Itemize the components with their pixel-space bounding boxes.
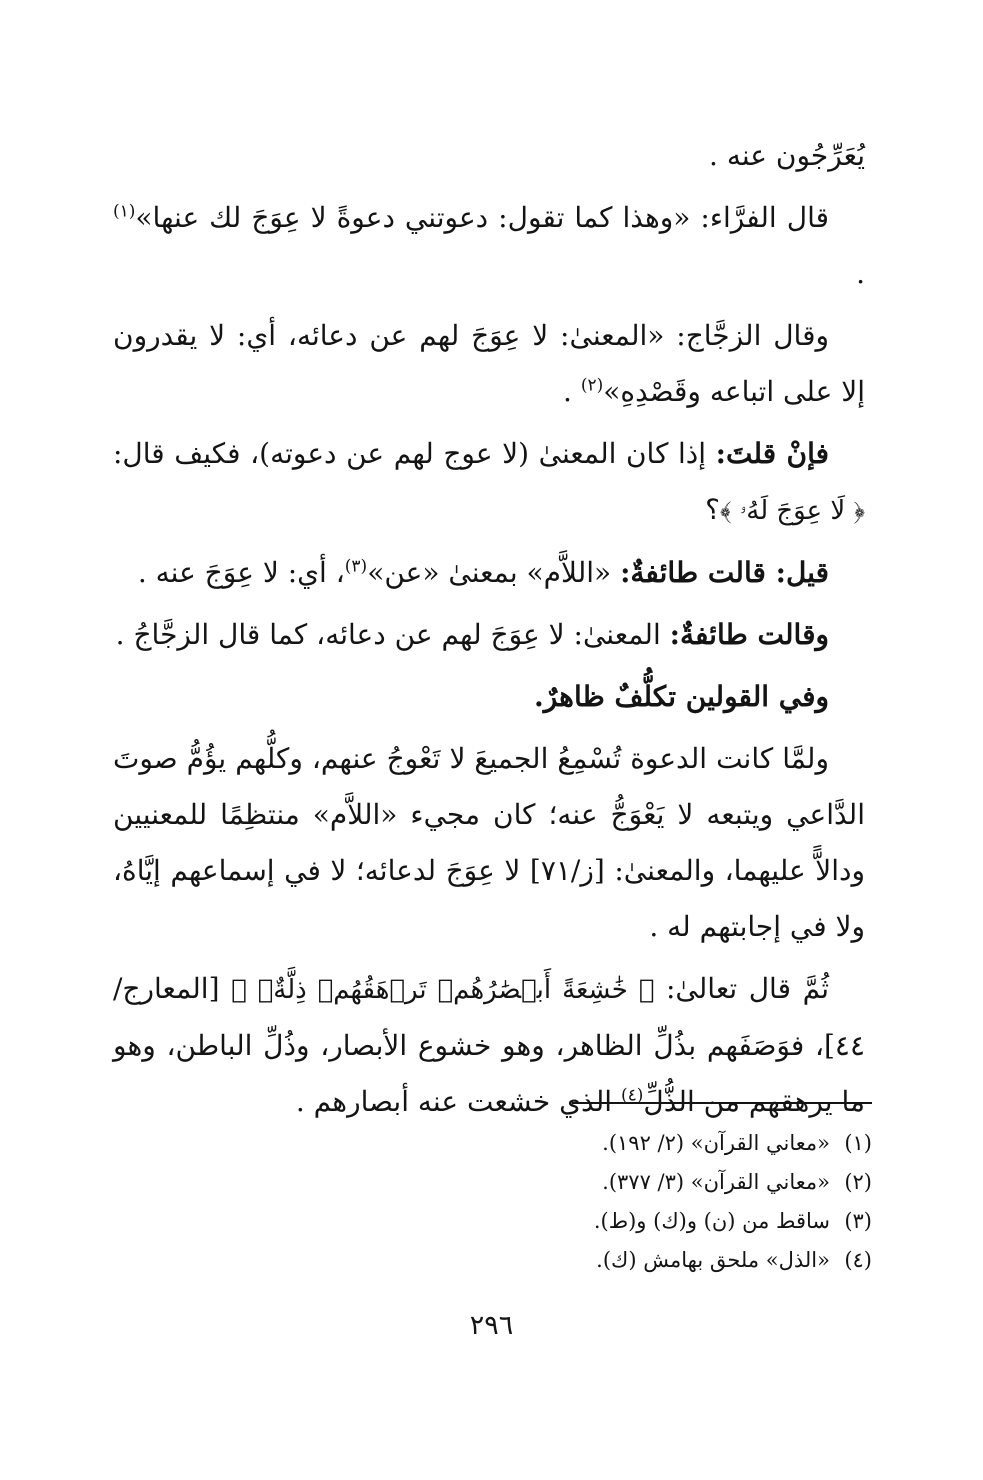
footnote-number: (١) <box>844 1131 872 1155</box>
quran-quote-2: ﴿ خَٰشِعَةً أَبۡصَٰرُهُمۡ تَرۡهَقُهُمۡ ذِلَّةٌۚ ﴾ <box>231 975 655 1005</box>
footnote-ref-2[interactable]: (٢) <box>580 375 604 396</box>
paragraph-question <box>113 426 865 539</box>
paragraph-farra <box>113 190 865 302</box>
footnote-ref-3[interactable]: (٣) <box>344 556 368 577</box>
paragraph-answer-1 <box>113 545 865 601</box>
zajjaj-end: . <box>563 375 581 408</box>
footnote-text: ساقط من (ن) و(ك) و(ط). <box>593 1209 830 1233</box>
paragraph-0-text: يُعَرِّجُون عنه . <box>709 139 865 172</box>
footnote-ref-4[interactable]: (٤) <box>620 1085 644 1106</box>
khashia-end: الذي خشعت عنه أبصارهم . <box>295 1085 621 1118</box>
page-number: ٢٩٦ <box>469 1310 514 1341</box>
footnote-text: «الذل» ملحق بهامش (ك). <box>596 1248 830 1272</box>
paragraph-verdict <box>113 669 865 725</box>
answer-1-end: ، أي: لا عِوَجَ عنه . <box>137 556 345 589</box>
quran-quote-1: ﴿ لَا عِوَجَ لَهُۥ ﴾ <box>719 496 865 526</box>
footnotes <box>192 1124 872 1280</box>
question-text: إذا كان المعنىٰ (لا عوج لهم عن دعوته)، فكيف قال: <box>113 437 716 470</box>
main-text <box>113 128 865 1136</box>
paragraph-zajjaj <box>113 308 865 420</box>
zajjaj-quote: وقال الزجَّاج: «المعنىٰ: لا عِوَجَ لهم عن دعائه، أي: لا يقدرون إلا على اتباعه وقَصْدِهِ» <box>113 319 865 408</box>
footnote-text: «معاني القرآن» (٣/ ٣٧٧). <box>602 1170 830 1194</box>
explanation-text: ولمَّا كانت الدعوة تُسْمِعُ الجميعَ لا تَعْوجُ عنهم، وكلُّهم يؤُمُّ صوتَ الدَّاعي ويتبعه لا يَعْوَجُّ عنه؛ كان مجيء «اللاَّم» منتظِمًا للمعنيين ودالاًّ عليهما، والمعنىٰ: [ز/٧١] لا عِوَجَ لدعائه؛ لا في إسماعهم إيَّاهُ، ولا في إجابتهم له . <box>113 742 866 943</box>
paragraph-answer-2 <box>113 607 865 663</box>
footnote-number: (٣) <box>844 1209 872 1233</box>
khashia-lead: ثُمَّ قال تعالىٰ: <box>654 972 829 1005</box>
footnote-divider <box>572 1102 872 1104</box>
answer-1-text: «اللاَّم» بمعنىٰ «عن» <box>367 556 621 589</box>
question-lead: فإنْ قلتَ: <box>715 437 829 470</box>
question-end: ؟ <box>705 493 720 526</box>
footnote-item <box>192 1241 872 1280</box>
footnote-number: (٢) <box>844 1170 872 1194</box>
footnote-ref-1[interactable]: (١) <box>113 201 136 222</box>
footnote-item <box>192 1163 872 1202</box>
paragraph-explanation <box>113 731 865 955</box>
khashia-text: [المعارج/ ٤٤]، فوَصَفَهم بذُلِّ الظاهر، وهو خشوع الأبصار، وذُلِّ الباطن، وهو ما يرهقهم من الذُّلِّ <box>113 972 865 1118</box>
answer-1-lead: قيل: قالت طائفةٌ: <box>620 556 829 589</box>
farra-quote: قال الفرَّاء: «وهذا كما تقول: دعوتني دعوةً لا عِوَجَ لك عنها» <box>135 201 829 234</box>
farra-end: . <box>856 257 865 290</box>
footnote-text: «معاني القرآن» (٢/ ١٩٢). <box>602 1131 830 1155</box>
answer-2-text: المعنىٰ: لا عِوَجَ لهم عن دعائه، كما قال الزجَّاجُ . <box>115 618 670 651</box>
footnote-item <box>192 1202 872 1241</box>
answer-2-lead: وقالت طائفةٌ: <box>669 618 829 651</box>
verdict-text: وفي القولين تكلُّفٌ ظاهرٌ. <box>533 680 829 713</box>
paragraph-0 <box>113 128 865 184</box>
footnote-number: (٤) <box>844 1248 872 1272</box>
footnote-item <box>192 1124 872 1163</box>
paragraph-khashia <box>113 961 865 1130</box>
